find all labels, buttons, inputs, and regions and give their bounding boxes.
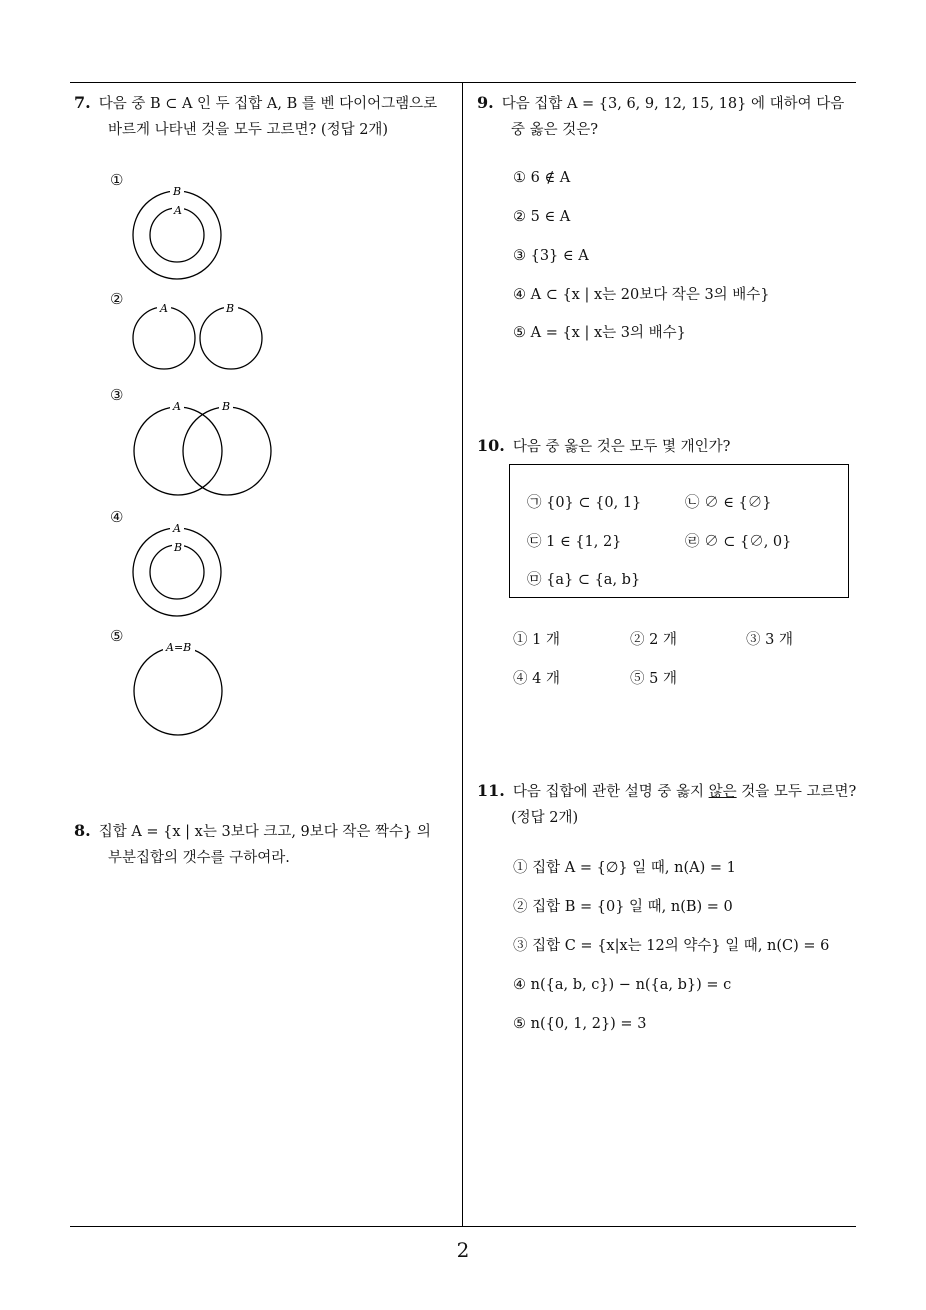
answer-option: ③ {3} ∈ A xyxy=(513,248,589,264)
statement: ㉠ {0} ⊂ {0, 1} xyxy=(527,495,642,511)
option-number: ④ xyxy=(110,508,124,526)
answer-option: ② 5 ∈ A xyxy=(513,209,571,225)
question-text: 다음 집합에 관한 설명 중 옳지 xyxy=(512,784,709,800)
set-circle xyxy=(134,647,222,735)
answer-option: ① 6 ∉ A xyxy=(513,170,571,186)
set-circle xyxy=(183,407,271,495)
venn-diagram-3 xyxy=(130,398,275,498)
question-number: 9. xyxy=(477,93,494,112)
set-label: A xyxy=(160,302,168,315)
page-number: 2 xyxy=(456,1238,470,1262)
question-text: 다음 집합 A = {3, 6, 9, 12, 15, 18} 에 대하여 다음 xyxy=(501,96,845,112)
venn-diagram-2 xyxy=(130,302,265,372)
question-number: 7. xyxy=(74,93,91,112)
statement: ㉢ 1 ∈ {1, 2} xyxy=(527,534,622,550)
answer-option: ⑤ 5 개 xyxy=(630,671,677,687)
option-number: ② xyxy=(110,290,124,308)
set-label: B xyxy=(226,302,235,315)
question-8 xyxy=(74,818,459,871)
set-label: B xyxy=(173,185,182,198)
answer-option: ② 2 개 xyxy=(630,632,677,648)
question-number: 11. xyxy=(477,781,505,800)
question-number: 8. xyxy=(74,821,91,840)
set-label: A xyxy=(173,522,181,535)
statement-box xyxy=(509,464,849,598)
set-label: B xyxy=(222,400,231,413)
question-11 xyxy=(477,778,862,831)
question-text: (정답 2개) xyxy=(511,810,579,826)
option-number: ① xyxy=(110,171,124,189)
question-text: 부분집합의 갯수를 구하여라. xyxy=(108,850,290,866)
statement: ㉡ ∅ ∈ {∅} xyxy=(685,495,772,511)
question-text: 중 옳은 것은? xyxy=(511,122,599,138)
question-text: 다음 중 옳은 것은 모두 몇 개인가? xyxy=(512,439,731,455)
option-number: ⑤ xyxy=(110,627,124,645)
venn-diagram-4 xyxy=(130,520,220,615)
question-text: 것을 모두 고르면? xyxy=(736,784,857,800)
bottom-rule xyxy=(70,1226,856,1227)
set-label: B xyxy=(174,541,183,554)
set-label: A=B xyxy=(166,641,192,654)
question-9 xyxy=(477,90,862,143)
answer-option: ⑤ n({0, 1, 2}) = 3 xyxy=(513,1016,647,1032)
column-divider xyxy=(462,82,463,1227)
option-number: ③ xyxy=(110,386,124,404)
question-10 xyxy=(477,433,862,460)
set-circle xyxy=(133,307,195,369)
underlined-word: 않은 xyxy=(708,784,737,800)
statement: ㉤ {a} ⊂ {a, b} xyxy=(527,572,641,588)
answer-option: ① 1 개 xyxy=(513,632,560,648)
question-7 xyxy=(74,90,459,143)
set-label: A xyxy=(173,400,181,413)
answer-option: ④ 4 개 xyxy=(513,671,560,687)
answer-option: ② 집합 B = {0} 일 때, n(B) = 0 xyxy=(513,899,733,915)
answer-option: ⑤ A = {x | x는 3의 배수} xyxy=(513,325,686,341)
answer-option: ④ A ⊂ {x | x는 20보다 작은 3의 배수} xyxy=(513,287,770,303)
venn-diagram-5 xyxy=(130,639,225,739)
question-text: 집합 A = {x | x는 3보다 크고, 9보다 작은 짝수} 의 xyxy=(98,824,431,840)
set-circle xyxy=(200,307,262,369)
set-label: A xyxy=(174,204,182,217)
answer-option: ④ n({a, b, c}) − n({a, b}) = c xyxy=(513,977,732,993)
question-text: 바르게 나타낸 것을 모두 고르면? (정답 2개) xyxy=(108,122,389,138)
question-number: 10. xyxy=(477,436,505,455)
answer-option: ① 집합 A = {∅} 일 때, n(A) = 1 xyxy=(513,860,736,876)
answer-option: ③ 3 개 xyxy=(746,632,793,648)
question-text: 다음 중 B ⊂ A 인 두 집합 A, B 를 벤 다이어그램으로 xyxy=(98,96,438,112)
venn-diagram-1 xyxy=(130,183,220,278)
answer-option: ③ 집합 C = {x|x는 12의 약수} 일 때, n(C) = 6 xyxy=(513,938,830,954)
top-rule xyxy=(70,82,856,83)
set-circle xyxy=(134,407,222,495)
statement: ㉣ ∅ ⊂ {∅, 0} xyxy=(685,534,792,550)
